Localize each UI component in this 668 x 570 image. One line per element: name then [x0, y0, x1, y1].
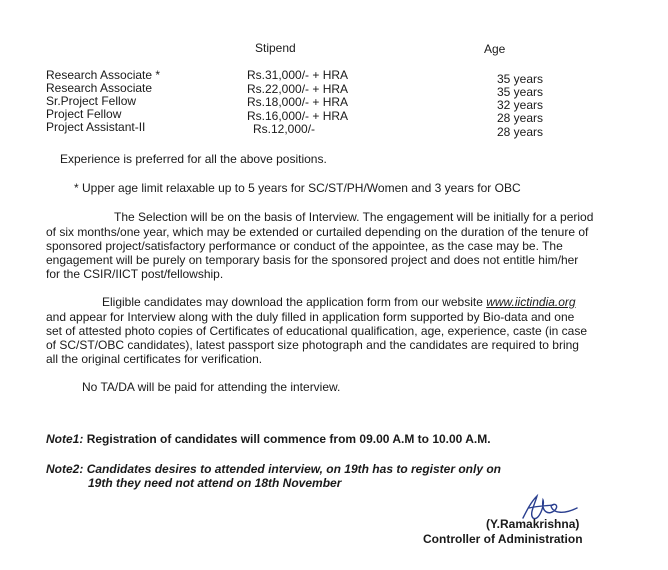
selection-line: The Selection will be on the basis of Interview. The engagement will be initially for a period — [114, 210, 594, 224]
eligibility-line: and appear for Interview along with the duly filled in application form supported by Bio-data and one — [46, 310, 575, 324]
selection-line: of six months/one year, which may be extended or curtailed depending on the duration of the tenure of — [46, 225, 589, 239]
website-link[interactable]: www.iictindia.org — [486, 295, 576, 309]
age-cell: 32 years — [497, 98, 544, 112]
age-relaxation-note: * Upper age limit relaxable up to 5 years for SC/ST/PH/Women and 3 years for OBC — [74, 181, 521, 195]
note2-label: Note2: — [46, 462, 84, 476]
note1-label: Note1: — [46, 432, 84, 446]
stipend-cell: Rs.22,000/- + HRA — [247, 82, 349, 96]
age-cell: 35 years — [497, 72, 544, 86]
eligibility-text: Eligible candidates may download the application form from our website — [102, 295, 487, 309]
stipend-cell: Rs.12,000/- — [253, 122, 316, 136]
selection-line: sponsored project/satisfactory performance or conduct of the appointee, as the case may be. The — [46, 239, 563, 253]
note1-text: Registration of candidates will commence from 09.00 A.M to 10.00 A.M. — [86, 432, 491, 446]
stipend-cell: Rs.16,000/- + HRA — [247, 109, 349, 123]
signatory-name: (Y.Ramakrishna) — [486, 517, 580, 531]
position-cell: Project Assistant-II — [46, 120, 146, 134]
signatory-designation: Controller of Administration — [423, 532, 583, 546]
age-header: Age — [484, 42, 506, 56]
stipend-cell: Rs.18,000/- + HRA — [247, 95, 349, 109]
note2-line: 19th they need not attend on 18th November — [88, 476, 342, 490]
experience-note: Experience is preferred for all the above positions. — [60, 152, 327, 166]
age-cell: 35 years — [497, 85, 544, 99]
age-cell: 28 years — [497, 111, 544, 125]
note1 — [46, 433, 491, 446]
position-cell: Research Associate * — [46, 68, 161, 82]
selection-line: engagement will be purely on temporary basis for the sponsored project and does not entitle him/her — [46, 253, 579, 267]
age-cell: 28 years — [497, 125, 544, 139]
eligibility-line: set of attested photo copies of Certificates of educational qualification, age, experience, caste (in case — [46, 324, 587, 338]
eligibility-line: of SC/ST/OBC candidates), latest passport size photograph and the candidates are required to bring — [46, 338, 579, 352]
position-cell: Research Associate — [46, 81, 153, 95]
eligibility-line — [102, 296, 576, 309]
eligibility-line: all the original certificates for verification. — [46, 352, 263, 366]
stipend-cell: Rs.31,000/- + HRA — [247, 68, 349, 82]
no-tada-note: No TA/DA will be paid for attending the interview. — [82, 380, 341, 394]
note2-line: Candidates desires to attended interview, on 19th has to register only on — [86, 462, 501, 476]
position-cell: Project Fellow — [46, 107, 122, 121]
selection-line: for the CSIR/IICT post/fellowship. — [46, 267, 224, 281]
position-cell: Sr.Project Fellow — [46, 94, 137, 108]
stipend-header: Stipend — [255, 41, 296, 55]
note2 — [46, 463, 501, 476]
